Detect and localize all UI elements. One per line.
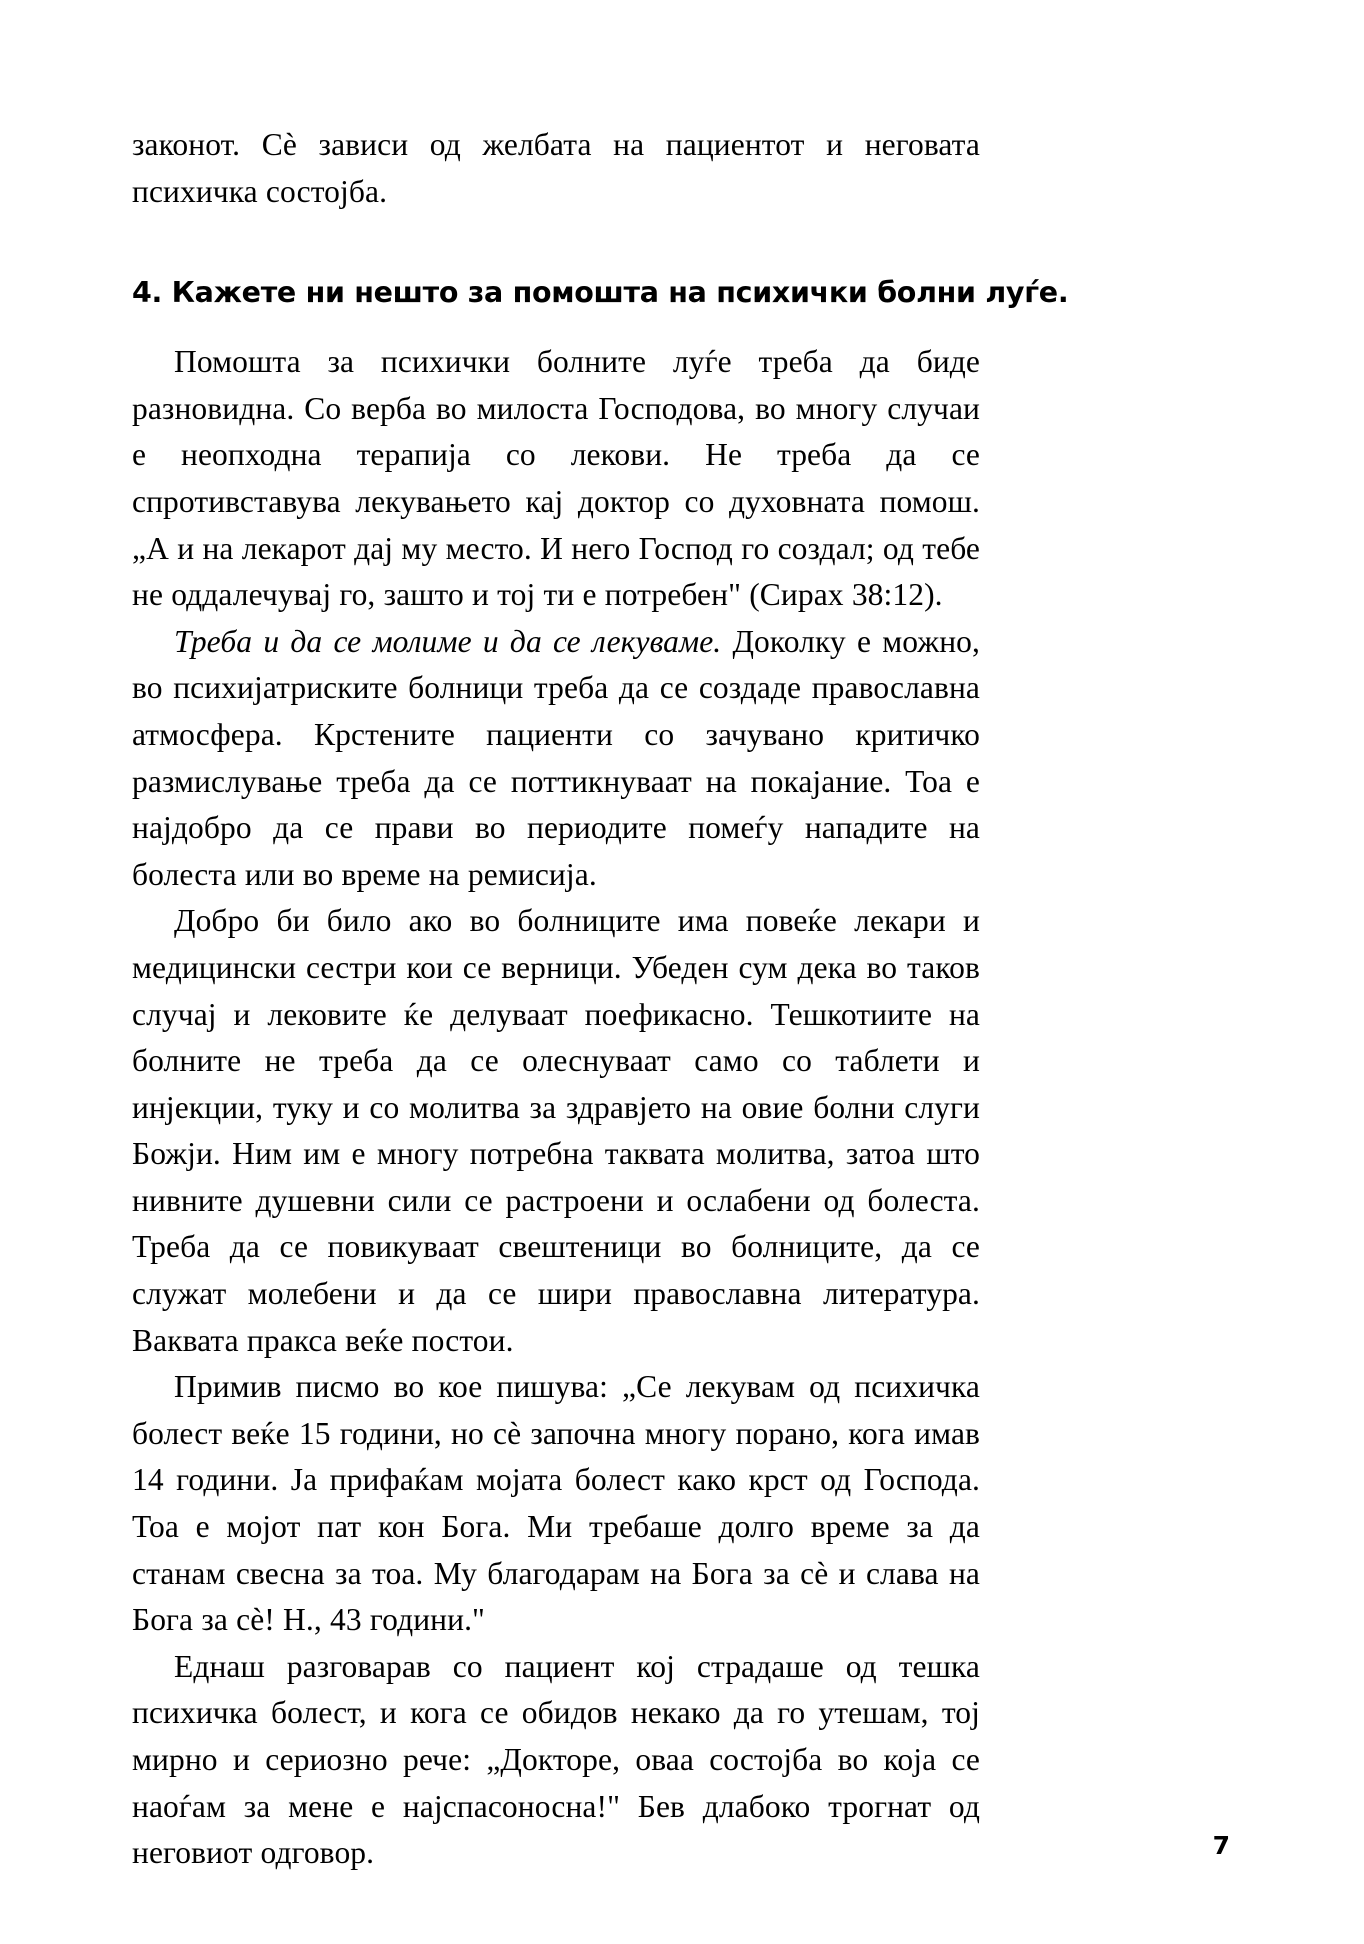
spacer-after-heading	[132, 311, 980, 339]
paragraph-4: Примив писмо во кое пишува: „Се лекувам од психичка болест веќе 15 години, но сѐ започна многу порано, кога имав 14 години. Ја прифаќам мојата болест како крст од Господа. Тоа е мојот пат кон Бога. Ми требаше долго време за да станам свесна за тоа. Му благодарам на Бога за сѐ и слава на Бога за сѐ! Н., 43 години."	[132, 1369, 980, 1638]
paragraph-1: Помошта за психички болните луѓе треба да биде разновидна. Со верба во милоста Господова, во многу случаи е неопходна терапија со лекови. Не треба да се спротивставува лекувањето кај доктор со духовната помош. „А и на лекарот дај му место. И него Господ го создал; од тебе не оддалечувај го, зашто и тој ти е потребен" (Сирах 38:12).	[132, 344, 980, 613]
section-heading: 4. Кажете ни нешто за помошта на психички болни луѓе.	[132, 276, 1069, 310]
paragraph-2-text: Доколку е можно, во психијатриските болници треба да се создаде православна атмосфера. Крстените пациенти со зачувано критичко размислување треба да се поттикнуваат на покајание. Тоа е најдобро да се прави во периодите помеѓу нападите на болеста или во време на ремисија.	[132, 623, 981, 892]
continued-paragraph: законот. Сѐ зависи од желбата на пациентот и неговата психичка состојба.	[132, 127, 980, 209]
paragraph-3: Добро би било ако во болниците има повеќе лекари и медицински сестри кои се верници. Убеден сум дека во таков случај и лековите ќе делуваат поефикасно. Тешкотиите на болните не треба да се олеснуваат само со таблети и инјекции, туку и со молитва за здравјето на овие болни слуги Божји. Ним им е многу потребна таквата молитва, затоа што нивните душевни сили се растроени и ослабени од болеста. Треба да се повикуваат свештеници во болниците, да се служат молебени и да се шири православна литература. Ваквата пракса веќе постои.	[132, 903, 980, 1358]
paragraph-5: Еднаш разговарав со пациент кој страдаше од тешка психичка болест, и кога се обидов некако да го утешам, тој мирно и сериозно рече: „Докторе, оваа состојба во која се наоѓам за мене е најспасоносна!" Бев длабоко трогнат од неговиот одговор.	[132, 1648, 980, 1871]
text-column	[132, 122, 1069, 1877]
spacer-before-heading	[132, 215, 980, 275]
page-number: 7	[1212, 1831, 1230, 1860]
paragraph-2-italic-lead: Треба и да се молиме и да се лекуваме.	[174, 623, 722, 659]
paragraph-2	[132, 619, 980, 899]
